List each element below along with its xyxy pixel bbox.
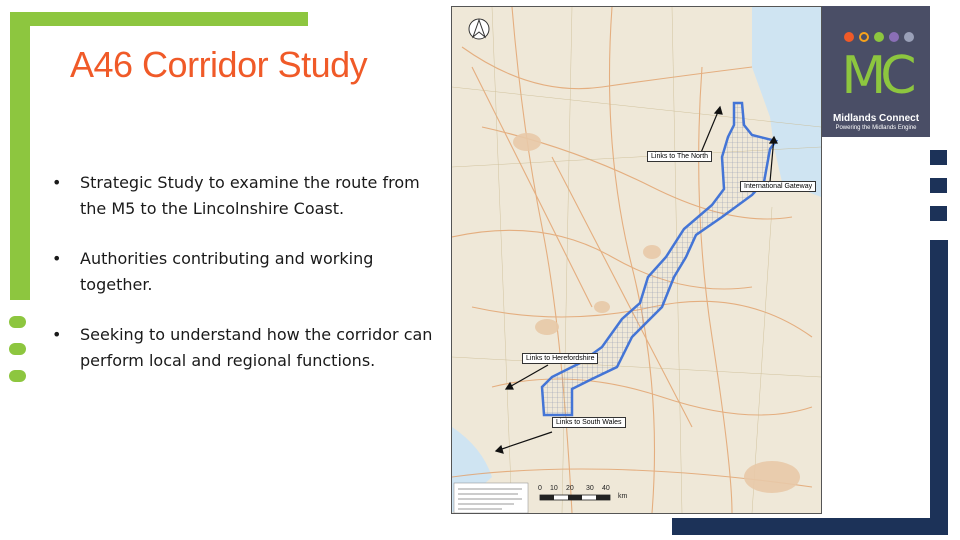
bullet-list xyxy=(52,170,447,398)
bullet-text: Strategic Study to examine the route from the M5 to the Lincolnshire Coast. xyxy=(80,173,420,218)
scale-tick: 30 xyxy=(586,485,594,492)
navy-square xyxy=(930,150,947,165)
logo-icon-row xyxy=(844,32,914,42)
bullet-mark: • xyxy=(52,325,62,344)
bullet-item xyxy=(52,322,447,374)
scale-tick: 40 xyxy=(602,485,610,492)
green-dot xyxy=(9,316,26,328)
bullet-item xyxy=(52,246,447,298)
chart-icon xyxy=(874,32,884,42)
bullet-text: Authorities contributing and working together. xyxy=(80,249,374,294)
scale-tick: 10 xyxy=(550,485,558,492)
navy-square xyxy=(930,206,947,221)
corridor-map xyxy=(451,6,822,514)
slide-title: A46 Corridor Study xyxy=(70,44,368,85)
green-frame-top xyxy=(10,12,308,26)
cycle-icon xyxy=(859,32,869,42)
scale-tick: 20 xyxy=(566,485,574,492)
midlands-connect-logo xyxy=(822,6,930,137)
scale-tick: 0 xyxy=(538,485,542,492)
graph-icon xyxy=(889,32,899,42)
north-arrow-icon xyxy=(469,19,489,39)
logo-mark: MC xyxy=(841,46,911,106)
scale-unit: km xyxy=(618,493,628,500)
label-international-gateway: International Gateway xyxy=(740,181,816,192)
bullet-text: Seeking to understand how the corridor can perform local and regional functions. xyxy=(80,325,433,370)
bullet-item xyxy=(52,170,447,222)
bullet-mark: • xyxy=(52,173,62,192)
navy-square xyxy=(930,178,947,193)
label-links-herefordshire: Links to Herefordshire xyxy=(522,353,598,364)
car-icon xyxy=(844,32,854,42)
green-dot xyxy=(9,370,26,382)
label-links-north: Links to The North xyxy=(647,151,712,162)
navy-frame-bottom xyxy=(672,518,948,535)
green-dot xyxy=(9,343,26,355)
map-svg xyxy=(452,7,821,513)
green-frame-left xyxy=(10,12,30,300)
bullet-mark: • xyxy=(52,249,62,268)
navy-frame-right xyxy=(930,240,948,535)
link-icon xyxy=(904,32,914,42)
scale-bar xyxy=(540,495,610,500)
logo-tagline: Powering the Midlands Engine xyxy=(835,125,917,131)
logo-name: Midlands Connect xyxy=(832,113,920,124)
label-links-south-wales: Links to South Wales xyxy=(552,417,626,428)
